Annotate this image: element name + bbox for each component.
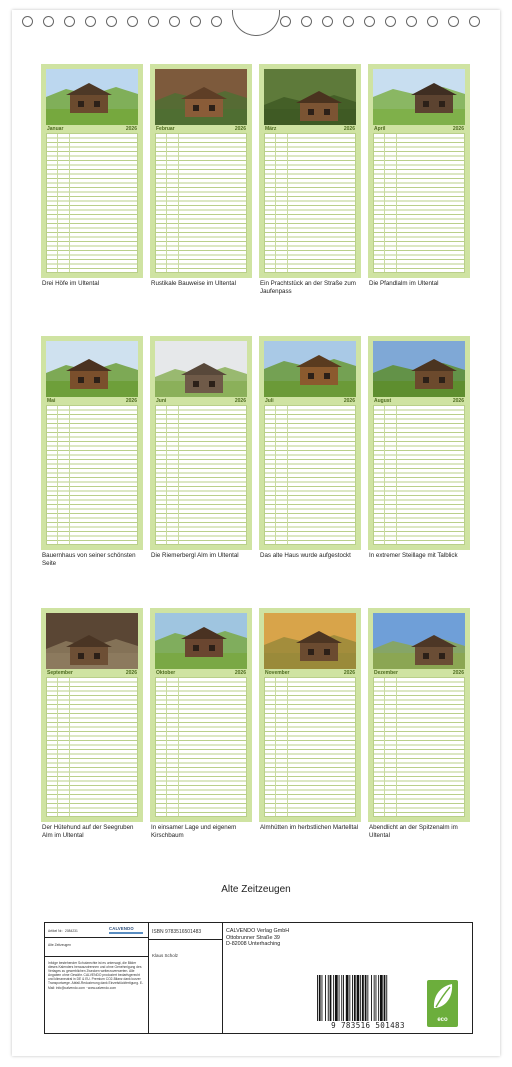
binding-hole	[106, 16, 117, 27]
month-caption: Abendlicht an der Spitzenalm im Ultental	[369, 824, 458, 839]
month-photo	[155, 613, 247, 669]
month-name: Januar	[47, 126, 64, 132]
month-photo-frame	[264, 69, 356, 125]
barcode-bar	[380, 975, 383, 1021]
month-card	[41, 608, 143, 822]
column-divider	[384, 134, 385, 272]
leaf-icon	[427, 980, 458, 1014]
month-card	[368, 336, 470, 550]
barcode-bar	[325, 975, 326, 1021]
month-header	[155, 670, 247, 677]
month-photo-frame	[155, 613, 247, 669]
month-year: 2026	[125, 670, 137, 676]
planner-lines	[264, 405, 356, 545]
divider	[45, 937, 149, 938]
barcode-bar	[333, 975, 334, 1021]
column-divider	[178, 678, 179, 816]
month-header	[264, 670, 356, 677]
month-year: 2026	[343, 126, 355, 132]
month-caption: Das alte Haus wurde aufgestockt	[260, 552, 351, 559]
barcode-bar	[376, 975, 377, 1021]
binding-hole	[127, 16, 138, 27]
barcode-bar	[367, 975, 368, 1021]
month-name: Mai	[47, 398, 56, 404]
month-year: 2026	[234, 126, 246, 132]
barcode-bar	[365, 975, 367, 1021]
author: Klaus Scholz	[152, 953, 179, 958]
planner-lines	[373, 133, 465, 273]
barcode-bar	[346, 975, 349, 1021]
month-card	[150, 336, 252, 550]
month-header	[46, 398, 138, 405]
binding-hole	[406, 16, 417, 27]
month-photo	[264, 341, 356, 397]
info-mid-panel	[149, 923, 222, 1033]
column-divider	[396, 678, 397, 816]
month-header	[264, 126, 356, 133]
column-divider	[384, 678, 385, 816]
month-caption: Drei Höfe im Ultental	[42, 280, 100, 287]
planner-lines	[46, 677, 138, 817]
info-box	[44, 922, 473, 1034]
month-photo	[46, 613, 138, 669]
month-card	[150, 608, 252, 822]
planner-lines	[155, 133, 247, 273]
month-header	[46, 126, 138, 133]
column-divider	[287, 406, 288, 544]
month-photo-frame	[264, 341, 356, 397]
column-divider	[166, 134, 167, 272]
divider	[45, 956, 149, 957]
column-divider	[396, 406, 397, 544]
binding-hole	[64, 16, 75, 27]
column-divider	[57, 406, 58, 544]
month-caption: In einsamer Lage und eigenem Kirschbaum	[151, 824, 237, 839]
month-card	[259, 64, 361, 278]
binding-hole	[43, 16, 54, 27]
month-year: 2026	[452, 398, 464, 404]
publisher-line: Ottobrunner Straße 39	[226, 934, 280, 941]
barcode-bar	[374, 975, 375, 1021]
binding-hole	[448, 16, 459, 27]
month-year: 2026	[452, 126, 464, 132]
column-divider	[287, 678, 288, 816]
column-divider	[275, 406, 276, 544]
binding-hole	[148, 16, 159, 27]
info-title: Alte Zeitzeugen	[48, 943, 71, 947]
month-photo-frame	[373, 69, 465, 125]
planner-lines	[373, 405, 465, 545]
month-year: 2026	[343, 670, 355, 676]
month-caption: Die Pfandlalm im Ultental	[369, 280, 439, 287]
month-photo	[373, 613, 465, 669]
divider	[149, 939, 222, 940]
barcode-bar	[317, 975, 318, 1021]
planner-lines	[46, 133, 138, 273]
barcode-bar	[319, 975, 321, 1021]
binding-hole	[190, 16, 201, 27]
month-name: August	[374, 398, 392, 404]
month-caption: Bauernhaus von seiner schönsten Seite	[42, 552, 136, 567]
column-divider	[166, 678, 167, 816]
month-header	[46, 670, 138, 677]
publisher-line: CALVENDO Verlag GmbH	[226, 928, 290, 934]
barcode-bar	[330, 975, 332, 1021]
eco-badge	[427, 980, 458, 1027]
article-number: 2084231	[65, 929, 78, 933]
barcode-bar	[371, 975, 372, 1021]
month-year: 2026	[452, 670, 464, 676]
planner-lines	[373, 677, 465, 817]
month-name: Februar	[156, 126, 175, 132]
planner-lines	[264, 677, 356, 817]
column-divider	[287, 134, 288, 272]
binding-hole	[469, 16, 480, 27]
month-photo-frame	[46, 613, 138, 669]
legal-text: Infolge bestehender Schutzrechte ist es untersagt, die Bilder dieses Kalenders herauszutrennen und ohne Genehmigung des Verlages zu gewerblichen Zwecken weiterzuverwerten. Alle Angaben ohne Gewähr. CALVENDO produziert bedarfsgerecht und klimaneutral in DE & EU. Premium CO2-Bilanz dank kurzer Transportwege. Abfall-Reduzierung dank Einzelstückfertigung. E-Mail: info@calvendo.com · www.calvendo.com	[48, 961, 144, 990]
month-year: 2026	[125, 126, 137, 132]
month-name: September	[47, 670, 73, 676]
column-divider	[178, 406, 179, 544]
month-caption: In extremer Steillage mit Talblick	[369, 552, 458, 559]
month-year: 2026	[234, 670, 246, 676]
column-divider	[57, 134, 58, 272]
barcode-bar	[360, 975, 361, 1021]
month-year: 2026	[125, 398, 137, 404]
barcode-bar	[343, 975, 344, 1021]
month-photo	[46, 69, 138, 125]
logo-bar	[109, 932, 143, 934]
planner-lines	[264, 133, 356, 273]
month-card	[368, 64, 470, 278]
month-caption: Die Riemerbergl Alm im Ultental	[151, 552, 239, 559]
month-year: 2026	[343, 398, 355, 404]
month-name: November	[265, 670, 290, 676]
month-photo	[155, 69, 247, 125]
month-year: 2026	[234, 398, 246, 404]
info-left-panel	[45, 923, 149, 1033]
month-caption: Der Hütehund auf der Seegruben Alm im Ultental	[42, 824, 134, 839]
month-name: Oktober	[156, 670, 176, 676]
binding-hole	[301, 16, 312, 27]
column-divider	[384, 406, 385, 544]
month-photo	[264, 613, 356, 669]
month-card	[150, 64, 252, 278]
month-name: April	[374, 126, 386, 132]
barcode-number: 9 783516 501483	[331, 1021, 405, 1030]
month-photo	[155, 341, 247, 397]
publisher-address	[226, 928, 289, 948]
column-divider	[69, 678, 70, 816]
column-divider	[57, 678, 58, 816]
month-card	[259, 336, 361, 550]
month-photo-frame	[155, 341, 247, 397]
month-header	[155, 126, 247, 133]
column-divider	[69, 406, 70, 544]
binding-hole	[364, 16, 375, 27]
calendar-title: Alte Zeitzeugen	[221, 884, 291, 895]
month-card	[259, 608, 361, 822]
barcode-bar	[328, 975, 329, 1021]
month-name: Juli	[265, 398, 274, 404]
barcode-bar	[357, 975, 360, 1021]
column-divider	[178, 134, 179, 272]
barcode-bar	[354, 975, 356, 1021]
planner-lines	[46, 405, 138, 545]
barcode-bar	[378, 975, 379, 1021]
month-photo-frame	[264, 613, 356, 669]
month-header	[155, 398, 247, 405]
month-card	[41, 64, 143, 278]
column-divider	[69, 134, 70, 272]
binding-hole	[211, 16, 222, 27]
binding-hole	[427, 16, 438, 27]
barcode-bar	[341, 975, 342, 1021]
barcode-bar	[384, 975, 386, 1021]
barcode-bar	[339, 975, 340, 1021]
binding-hole	[322, 16, 333, 27]
barcode-bar	[349, 975, 350, 1021]
binding-hole	[85, 16, 96, 27]
barcode-bar	[335, 975, 338, 1021]
month-header	[373, 670, 465, 677]
publisher-line: D-82008 Unterhaching	[226, 941, 281, 948]
binding-hole	[385, 16, 396, 27]
month-header	[373, 398, 465, 405]
planner-lines	[155, 405, 247, 545]
binding-hole	[169, 16, 180, 27]
month-name: Dezember	[374, 670, 398, 676]
barcode-bar	[352, 975, 353, 1021]
month-photo	[373, 69, 465, 125]
month-photo-frame	[46, 69, 138, 125]
month-photo	[46, 341, 138, 397]
isbn: ISBN 9783516501483	[152, 929, 202, 935]
month-header	[264, 398, 356, 405]
column-divider	[275, 678, 276, 816]
article-label: Artikel Nr.:	[48, 929, 64, 933]
month-caption: Ein Prachtstück an der Straße zum Jaufenpass	[260, 280, 356, 295]
month-name: Juni	[156, 398, 167, 404]
month-photo	[264, 69, 356, 125]
binding-hole	[280, 16, 291, 27]
barcode	[315, 975, 421, 1021]
month-name: März	[265, 126, 277, 132]
eco-label: eco	[437, 1017, 448, 1023]
month-caption: Rustikale Bauweise im Ultental	[151, 280, 236, 287]
month-photo-frame	[155, 69, 247, 125]
binding-hole	[22, 16, 33, 27]
planner-lines	[155, 677, 247, 817]
month-caption: Almhütten im herbstlichen Martelltal	[260, 824, 359, 831]
month-card	[368, 608, 470, 822]
binding-hole	[343, 16, 354, 27]
calvendo-logo: CALVENDO	[109, 926, 134, 931]
divider	[222, 923, 223, 1033]
month-photo-frame	[373, 341, 465, 397]
month-header	[373, 126, 465, 133]
month-photo-frame	[373, 613, 465, 669]
barcode-bar	[362, 975, 364, 1021]
column-divider	[166, 406, 167, 544]
barcode-bar	[386, 975, 387, 1021]
month-photo-frame	[46, 341, 138, 397]
barcode-bar	[322, 975, 323, 1021]
column-divider	[396, 134, 397, 272]
column-divider	[275, 134, 276, 272]
month-card	[41, 336, 143, 550]
month-photo	[373, 341, 465, 397]
